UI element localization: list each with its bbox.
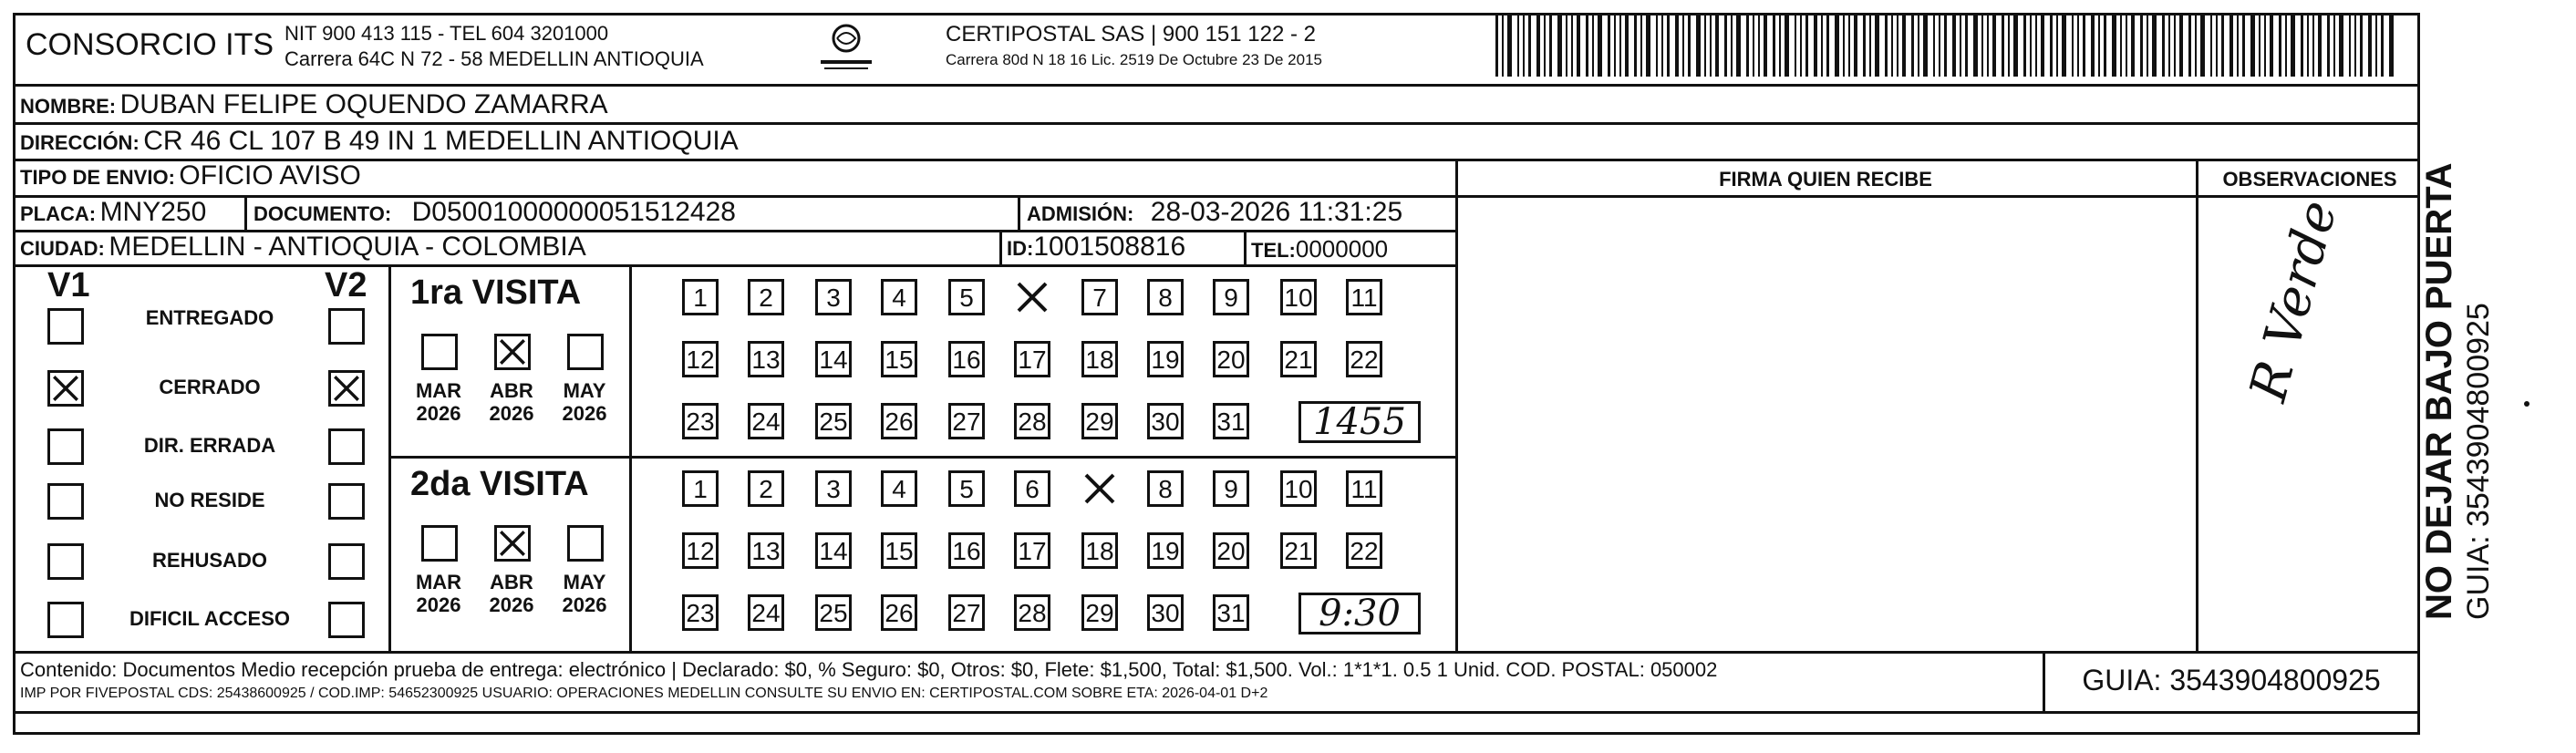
documento-label: DOCUMENTO: <box>253 202 392 225</box>
nombre-value: DUBAN FELIPE OQUENDO ZAMARRA <box>119 89 608 119</box>
barcode-bar <box>2270 15 2273 77</box>
barcode-bar <box>1682 15 1684 77</box>
barcode-bar <box>1869 15 1871 77</box>
second-visit-day-20[interactable]: 20 <box>1213 532 1249 569</box>
v1-checkbox-rehusado[interactable] <box>47 543 84 580</box>
barcode-bar <box>2264 15 2266 77</box>
barcode-bar <box>2126 15 2127 77</box>
barcode-bar <box>2188 15 2191 77</box>
barcode-bar <box>2174 15 2176 77</box>
v2-checkbox-dir-errada[interactable] <box>328 428 365 465</box>
barcode-bar <box>2285 15 2287 77</box>
barcode-bar <box>1902 15 1906 77</box>
v2-checkbox-rehusado[interactable] <box>328 543 365 580</box>
second-visit-day-10[interactable]: 10 <box>1280 470 1317 507</box>
first-visit-day-19[interactable]: 19 <box>1147 341 1184 377</box>
second-visit-day-18[interactable]: 18 <box>1081 532 1118 569</box>
barcode-bar <box>2349 15 2351 77</box>
barcode-bar <box>2147 15 2148 77</box>
second-visit-month-label: MAR 2026 <box>415 571 462 616</box>
v2-checkbox-no-reside[interactable] <box>328 483 365 520</box>
second-visit-day-30[interactable]: 30 <box>1147 594 1184 631</box>
second-visit-day-22[interactable]: 22 <box>1346 532 1382 569</box>
barcode-bar <box>1939 15 1940 77</box>
status-label: DIFICIL ACCESO <box>129 607 290 630</box>
barcode-bar <box>1536 15 1540 77</box>
barcode-bar <box>1710 15 1712 77</box>
barcode-bar <box>1523 15 1525 77</box>
barcode-bar <box>1696 15 1701 77</box>
barcode-bar <box>2120 15 2122 77</box>
barcode-bar <box>1619 15 1621 77</box>
barcode-bar <box>2050 15 2053 77</box>
placa-value: MNY250 <box>99 197 207 227</box>
barcode-bar <box>1528 15 1531 77</box>
barcode-bar <box>2389 15 2394 77</box>
barcode-bar <box>1800 15 1802 77</box>
barcode-bar <box>1918 15 1919 77</box>
second-visit-month-checkbox[interactable] <box>567 525 604 562</box>
direccion-value: CR 46 CL 107 B 49 IN 1 MEDELLIN ANTIOQUIA <box>143 126 739 156</box>
first-visit-day-7[interactable]: 7 <box>1081 279 1118 315</box>
barcode-bar <box>1875 15 1879 77</box>
barcode-bar <box>2229 15 2233 77</box>
barcode-bar <box>2104 15 2106 77</box>
barcode-bar <box>1764 15 1767 77</box>
barcode-bar <box>2291 15 2295 77</box>
second-visit-day-23[interactable]: 23 <box>682 594 719 631</box>
first-visit-day-9[interactable]: 9 <box>1213 279 1249 315</box>
v1-checkbox-no-reside[interactable] <box>47 483 84 520</box>
barcode-bar <box>2168 15 2170 77</box>
barcode-bar <box>2062 15 2066 77</box>
first-visit-day-6[interactable] <box>1014 279 1050 315</box>
barcode-bar <box>1843 15 1845 77</box>
barcode-bar <box>1805 15 1808 77</box>
barcode-bar <box>2112 15 2116 77</box>
side-guia: GUIA: 3543904800925 <box>2461 303 2496 620</box>
first-visit-day-21[interactable]: 21 <box>1280 341 1317 377</box>
second-visit-day-3[interactable]: 3 <box>815 470 852 507</box>
first-visit-time: 1455 <box>1298 401 1421 443</box>
barcode-bar <box>2312 15 2314 77</box>
barcode-bar <box>1854 15 1857 77</box>
barcode-bar <box>1646 15 1650 77</box>
barcode-bar <box>1885 15 1888 77</box>
second-visit-time: 9:30 <box>1298 593 1421 634</box>
barcode-bar <box>2210 15 2212 77</box>
barcode-bar <box>1571 15 1573 77</box>
observacion-handwritten: R Verde <box>2239 194 2349 407</box>
barcode-bar <box>1592 15 1594 77</box>
documento-row <box>253 197 736 228</box>
barcode-bar <box>1557 15 1562 77</box>
first-visit-title: 1ra VISITA <box>410 273 582 312</box>
barcode-bar <box>1952 15 1956 77</box>
barcode-bar <box>1724 15 1727 77</box>
v1-checkbox-dificil-acceso[interactable] <box>47 602 84 638</box>
direccion-row <box>20 126 739 157</box>
barcode-bar <box>1586 15 1588 77</box>
barcode-bar <box>1944 15 1947 77</box>
second-visit-month-checkbox[interactable] <box>421 525 458 562</box>
barcode-bar <box>1544 15 1546 77</box>
firma-label: FIRMA QUIEN RECIBE <box>1719 168 1932 191</box>
barcode-bar <box>1897 15 1898 77</box>
second-visit-day-21[interactable]: 21 <box>1280 532 1317 569</box>
barcode-bar <box>1634 15 1637 77</box>
barcode-bar <box>1981 15 1983 77</box>
first-visit-day-18[interactable]: 18 <box>1081 341 1118 377</box>
stray-dot <box>2524 401 2529 407</box>
certipostal-logo <box>810 20 883 75</box>
footer-contenido: Contenido: Documentos Medio recepción prueba de entrega: electrónico | Declarado: $0, % Seguro: $0, Otros: $0, Flete: $1,500, Total: $1,500. Vol.: 1*1*1. 0.5 1 Unid. COD. POSTAL: 050002 <box>20 658 1718 681</box>
v1-checkbox-cerrado[interactable] <box>47 370 84 407</box>
first-visit-day-2[interactable]: 2 <box>748 279 784 315</box>
barcode <box>1495 15 2398 77</box>
admision-row <box>1027 197 1402 228</box>
first-visit-day-29[interactable]: 29 <box>1081 403 1118 439</box>
company-address: Carrera 64C N 72 - 58 MEDELLIN ANTIOQUIA <box>284 47 704 70</box>
barcode-bar <box>1773 15 1775 77</box>
barcode-bar <box>1640 15 1642 77</box>
second-visit-day-28[interactable]: 28 <box>1014 594 1050 631</box>
barcode-bar <box>2056 15 2058 77</box>
barcode-bar <box>1675 15 1679 77</box>
barcode-bar <box>1517 15 1519 77</box>
barcode-bar <box>2098 15 2100 77</box>
status-label: REHUSADO <box>152 549 267 572</box>
barcode-bar <box>2301 15 2303 77</box>
second-visit-day-29[interactable]: 29 <box>1081 594 1118 631</box>
tel-label: TEL: <box>1251 239 1296 262</box>
second-visit-day-19[interactable]: 19 <box>1147 532 1184 569</box>
barcode-bar <box>1814 15 1817 77</box>
side-text <box>2418 162 2497 620</box>
barcode-bar <box>2035 15 2037 77</box>
barcode-bar <box>1731 15 1733 77</box>
documento-value: D05001000000051512428 <box>411 197 736 227</box>
no-dejar-bajo-puerta: NO DEJAR BAJO PUERTA <box>2419 162 2459 620</box>
second-visit-day-17[interactable]: 17 <box>1014 532 1050 569</box>
barcode-bar <box>1746 15 1749 77</box>
tipo-label: TIPO DE ENVIO: <box>20 166 175 189</box>
barcode-bar <box>2368 15 2372 77</box>
status-label: NO RESIDE <box>154 489 265 511</box>
company-name: CONSORCIO ITS <box>26 27 274 62</box>
barcode-bar <box>2250 15 2255 77</box>
second-visit-title: 2da VISITA <box>410 465 589 503</box>
barcode-bar <box>2221 15 2224 77</box>
barcode-bar <box>1785 15 1789 77</box>
barcode-bar <box>2259 15 2260 77</box>
second-visit-day-16[interactable]: 16 <box>948 532 985 569</box>
barcode-bar <box>2131 15 2135 77</box>
first-visit-day-26[interactable]: 26 <box>881 403 917 439</box>
barcode-bar <box>2354 15 2356 77</box>
footer-imp: IMP POR FIVEPOSTAL CDS: 25438600925 / COD.IMP: 54652300925 USUARIO: OPERACIONES MEDELLIN CONSULTE SU ENVIO EN: CERTIPOSTAL.COM SOBRE ETA: 2026-04-01 D+2 <box>20 686 1268 701</box>
barcode-bar <box>1625 15 1629 77</box>
first-visit-day-4[interactable]: 4 <box>881 279 917 315</box>
nombre-label: NOMBRE: <box>20 95 117 118</box>
second-visit-day-9[interactable]: 9 <box>1213 470 1249 507</box>
status-label: DIR. ERRADA <box>143 434 276 457</box>
second-visit-day-14[interactable]: 14 <box>815 532 852 569</box>
second-visit-day-31[interactable]: 31 <box>1213 594 1249 631</box>
first-visit-day-17[interactable]: 17 <box>1014 341 1050 377</box>
barcode-bar <box>1911 15 1914 77</box>
barcode-bar <box>2041 15 2044 77</box>
barcode-bar <box>2242 15 2245 77</box>
barcode-bar <box>1753 15 1754 77</box>
barcode-bar <box>2030 15 2032 77</box>
first-visit-day-25[interactable]: 25 <box>815 403 852 439</box>
barcode-bar <box>1923 15 1928 77</box>
v2-checkbox-dificil-acceso[interactable] <box>328 602 365 638</box>
id-label: ID: <box>1007 237 1034 260</box>
barcode-bar <box>2077 15 2079 77</box>
barcode-bar <box>2140 15 2143 77</box>
direccion-label: DIRECCIÓN: <box>20 131 140 154</box>
carrier-name: CERTIPOSTAL SAS | 900 151 122 - 2 <box>946 22 1316 46</box>
barcode-bar <box>2200 15 2205 77</box>
v1-checkbox-dir-errada[interactable] <box>47 428 84 465</box>
barcode-bar <box>2162 15 2165 77</box>
barcode-bar <box>2360 15 2363 77</box>
first-visit-day-28[interactable]: 28 <box>1014 403 1050 439</box>
barcode-bar <box>2307 15 2309 77</box>
id-value: 1001508816 <box>1033 232 1186 262</box>
ciudad-row <box>20 232 586 263</box>
first-visit-day-1[interactable]: 1 <box>682 279 719 315</box>
barcode-bar <box>1848 15 1850 77</box>
second-visit-month-label: ABR 2026 <box>489 571 534 616</box>
barcode-bar <box>1891 15 1893 77</box>
first-visit-day-23[interactable]: 23 <box>682 403 719 439</box>
barcode-bar <box>2237 15 2239 77</box>
admision-label: ADMISIÓN: <box>1027 202 1134 225</box>
first-visit-month-label: ABR 2026 <box>489 379 534 425</box>
barcode-bar <box>1965 15 1968 77</box>
first-visit-day-16[interactable]: 16 <box>948 341 985 377</box>
v2-checkbox-cerrado[interactable] <box>328 370 365 407</box>
barcode-bar <box>1973 15 1978 77</box>
v1-checkbox-entregado[interactable] <box>47 308 84 345</box>
first-visit-day-13[interactable]: 13 <box>748 341 784 377</box>
second-visit-day-27[interactable]: 27 <box>948 594 985 631</box>
first-visit-day-12[interactable]: 12 <box>682 341 719 377</box>
first-visit-day-10[interactable]: 10 <box>1280 279 1317 315</box>
first-visit-day-15[interactable]: 15 <box>881 341 917 377</box>
first-visit-month-label: MAR 2026 <box>415 379 462 425</box>
barcode-bar <box>1549 15 1552 77</box>
second-visit-day-2[interactable]: 2 <box>748 470 784 507</box>
second-visit-day-12[interactable]: 12 <box>682 532 719 569</box>
barcode-bar <box>2008 15 2010 77</box>
second-visit-day-5[interactable]: 5 <box>948 470 985 507</box>
barcode-bar <box>2179 15 2183 77</box>
barcode-bar <box>2375 15 2377 77</box>
second-visit-day-6[interactable]: 6 <box>1014 470 1050 507</box>
barcode-bar <box>1614 15 1616 77</box>
second-visit-day-24[interactable]: 24 <box>748 594 784 631</box>
barcode-bar <box>1502 15 1504 77</box>
barcode-bar <box>1821 15 1823 77</box>
second-visit-day-13[interactable]: 13 <box>748 532 784 569</box>
second-visit-month-label: MAY 2026 <box>562 571 607 616</box>
barcode-bar <box>1656 15 1658 77</box>
first-visit-day-11[interactable]: 11 <box>1346 279 1382 315</box>
barcode-bar <box>1507 15 1512 77</box>
first-visit-day-8[interactable]: 8 <box>1147 279 1184 315</box>
ciudad-label: CIUDAD: <box>20 237 105 260</box>
barcode-bar <box>2002 15 2004 77</box>
v2-checkbox-entregado[interactable] <box>328 308 365 345</box>
v1-label: V1 <box>47 266 90 304</box>
barcode-bar <box>1736 15 1741 77</box>
footer-guia: GUIA: 3543904800925 <box>2082 664 2381 696</box>
barcode-bar <box>1992 15 1996 77</box>
second-visit-day-1[interactable]: 1 <box>682 470 719 507</box>
barcode-bar <box>1987 15 1989 77</box>
barcode-bar <box>1608 15 1610 77</box>
barcode-bar <box>1688 15 1691 77</box>
second-visit-month-checkbox[interactable] <box>494 525 531 562</box>
second-visit-day-11[interactable]: 11 <box>1346 470 1382 507</box>
v2-label: V2 <box>325 266 367 304</box>
barcode-bar <box>2152 15 2157 77</box>
first-visit-day-24[interactable]: 24 <box>748 403 784 439</box>
second-visit-day-8[interactable]: 8 <box>1147 470 1184 507</box>
placa-row <box>20 197 206 228</box>
barcode-bar <box>1667 15 1670 77</box>
barcode-bar <box>1835 15 1839 77</box>
barcode-bar <box>1577 15 1580 77</box>
second-visit-day-7[interactable] <box>1081 470 1118 507</box>
observaciones-label: OBSERVACIONES <box>2222 168 2397 191</box>
status-label: ENTREGADO <box>145 306 274 329</box>
first-visit-month-checkbox[interactable] <box>567 334 604 370</box>
barcode-bar <box>2339 15 2343 77</box>
barcode-bar <box>2072 15 2074 77</box>
second-visit-day-4[interactable]: 4 <box>881 470 917 507</box>
barcode-bar <box>1704 15 1706 77</box>
barcode-bar <box>2333 15 2335 77</box>
first-visit-day-27[interactable]: 27 <box>948 403 985 439</box>
first-visit-month-checkbox[interactable] <box>421 334 458 370</box>
barcode-bar <box>1495 15 1498 77</box>
barcode-bar <box>1779 15 1781 77</box>
barcode-bar <box>1598 15 1602 77</box>
nombre-row <box>20 89 608 120</box>
first-visit-day-22[interactable]: 22 <box>1346 341 1382 377</box>
barcode-bar <box>1795 15 1796 77</box>
barcode-bar <box>1826 15 1829 77</box>
first-visit-day-31[interactable]: 31 <box>1213 403 1249 439</box>
status-label: CERRADO <box>159 376 261 398</box>
company-nit: NIT 900 413 115 - TEL 604 3201000 <box>284 22 609 45</box>
first-visit-day-14[interactable]: 14 <box>815 341 852 377</box>
placa-label: PLACA: <box>20 202 97 225</box>
barcode-bar <box>2023 15 2026 77</box>
barcode-bar <box>1715 15 1719 77</box>
ciudad-value: MEDELLIN - ANTIOQUIA - COLOMBIA <box>109 232 586 262</box>
barcode-bar <box>2279 15 2281 77</box>
barcode-bar <box>2195 15 2197 77</box>
first-visit-day-30[interactable]: 30 <box>1147 403 1184 439</box>
barcode-bar <box>2327 15 2330 77</box>
admision-value: 28-03-2026 11:31:25 <box>1150 197 1403 227</box>
first-visit-day-5[interactable]: 5 <box>948 279 985 315</box>
first-visit-day-3[interactable]: 3 <box>815 279 852 315</box>
barcode-bar <box>2091 15 2095 77</box>
tel-value: 0000000 <box>1295 235 1389 263</box>
second-visit-day-25[interactable]: 25 <box>815 594 852 631</box>
barcode-bar <box>1758 15 1760 77</box>
tel-row <box>1251 235 1388 263</box>
first-visit-day-20[interactable]: 20 <box>1213 341 1249 377</box>
barcode-bar <box>2083 15 2085 77</box>
tipo-row <box>20 160 361 191</box>
barcode-bar <box>1933 15 1935 77</box>
second-visit-day-15[interactable]: 15 <box>881 532 917 569</box>
first-visit-month-checkbox[interactable] <box>494 334 531 370</box>
barcode-bar <box>1661 15 1663 77</box>
carrier-license: Carrera 80d N 18 16 Lic. 2519 De Octubre 23 De 2015 <box>946 51 1322 68</box>
barcode-bar <box>1863 15 1866 77</box>
barcode-bar <box>2013 15 2018 77</box>
tipo-value: OFICIO AVISO <box>179 160 361 191</box>
barcode-bar <box>2318 15 2322 77</box>
barcode-bar <box>1960 15 1961 77</box>
barcode-bar <box>2216 15 2218 77</box>
first-visit-month-label: MAY 2026 <box>562 379 607 425</box>
second-visit-day-26[interactable]: 26 <box>881 594 917 631</box>
barcode-bar <box>1566 15 1567 77</box>
barcode-bar <box>2381 15 2384 77</box>
id-row <box>1007 232 1185 263</box>
